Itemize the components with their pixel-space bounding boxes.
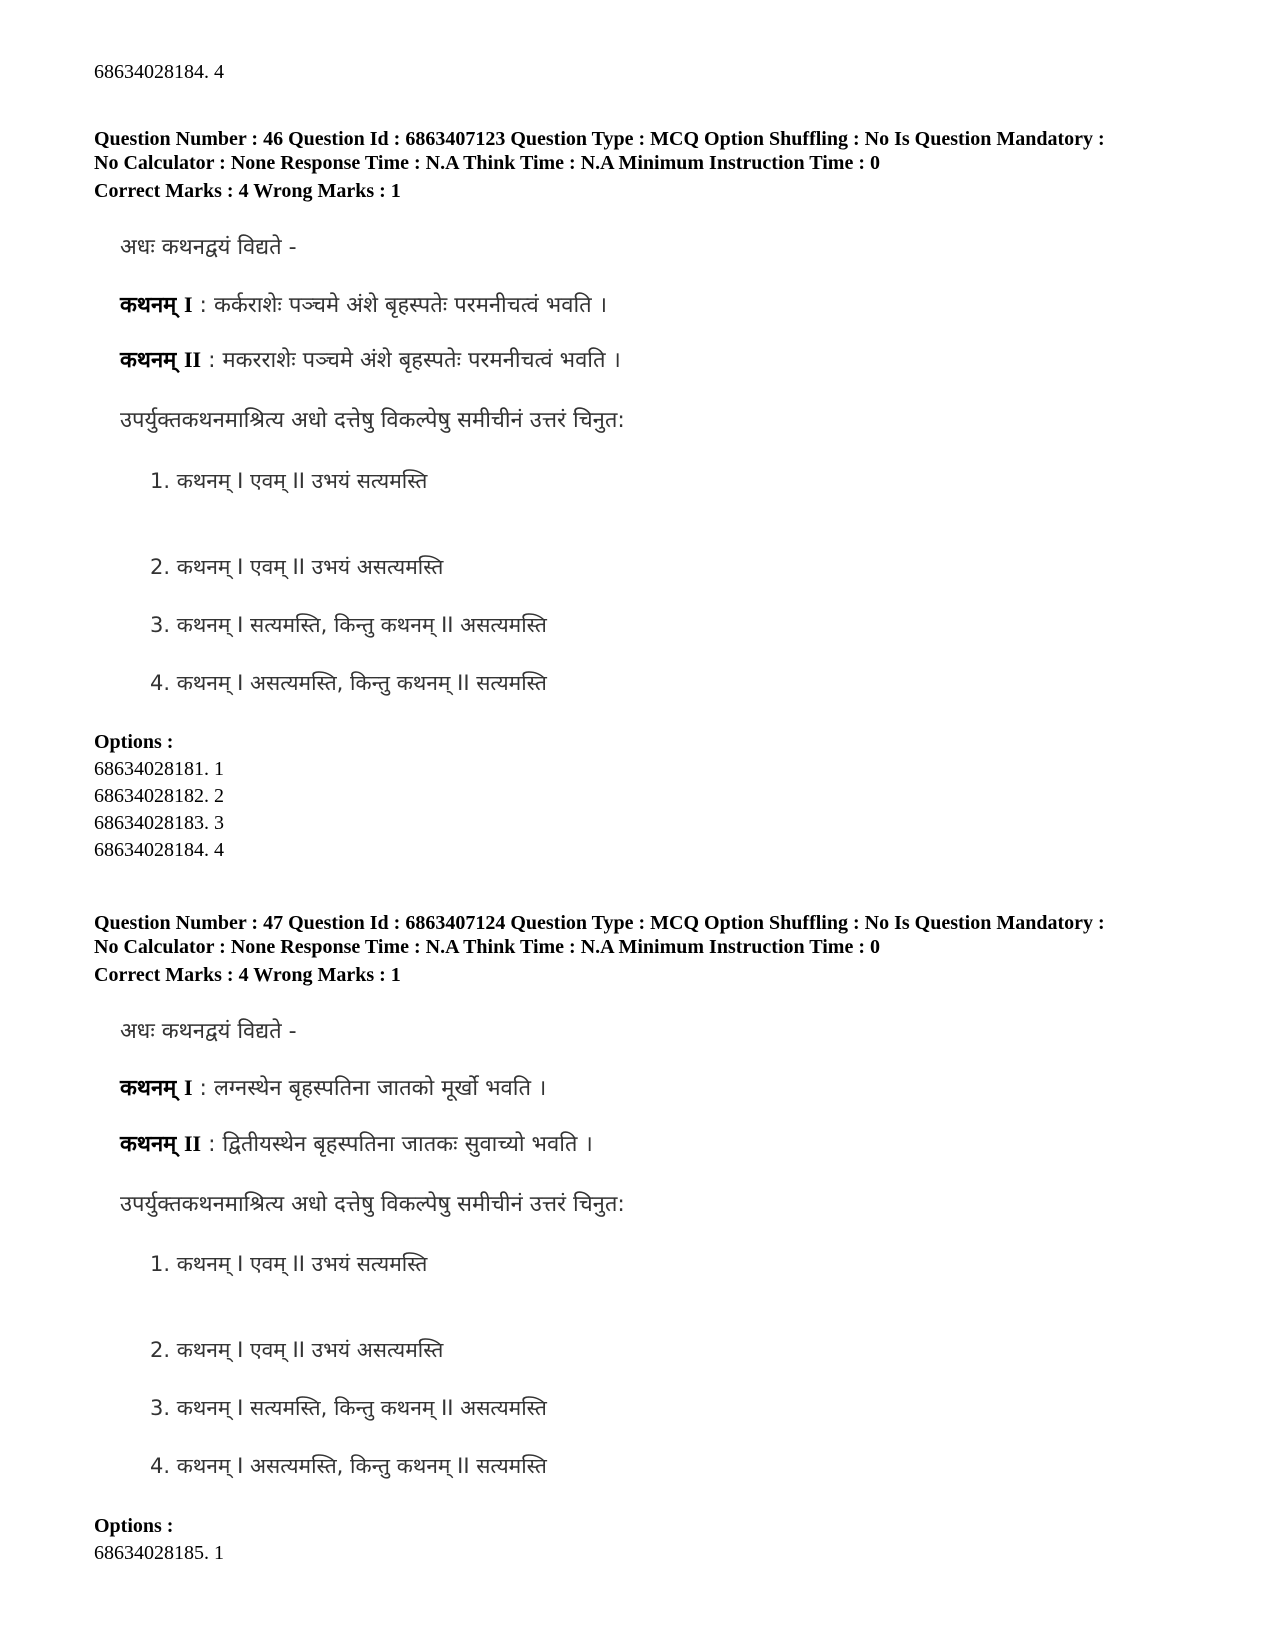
statement-2 (120, 1129, 593, 1160)
statement-label: कथनम् (120, 1076, 184, 1101)
statement-1 (120, 1073, 546, 1104)
question-intro: अधः कथनद्वयं विद्यते - (120, 1019, 297, 1044)
statement-roman: II (183, 347, 202, 372)
choice-4: 4. कथनम् I असत्यमस्ति, किन्तु कथनम् II सत्यमस्ति (150, 671, 547, 695)
statement-roman: II (183, 1131, 202, 1156)
question-marks: Correct Marks : 4 Wrong Marks : 1 (94, 180, 401, 202)
option-id-2: 68634028182. 2 (94, 785, 224, 807)
question-marks: Correct Marks : 4 Wrong Marks : 1 (94, 964, 401, 986)
statement-text: : लग्नस्थेन बृहस्पतिना जातको मूर्खो भवति । (192, 1076, 547, 1101)
option-id-3: 68634028183. 3 (94, 812, 224, 834)
choice-1: 1. कथनम् I एवम् II उभयं सत्यमस्ति (150, 469, 428, 493)
statement-label: कथनम् (120, 1132, 184, 1157)
options-label: Options : (94, 731, 174, 753)
statement-text: : मकरराशेः पञ्चमे अंशे बृहस्पतेः परमनीचत्वं भवति । (201, 348, 621, 373)
statement-text: : द्वितीयस्थेन बृहस्पतिना जातकः सुवाच्यो भवति । (201, 1132, 593, 1157)
choice-2: 2. कथनम् I एवम् II उभयं असत्यमस्ति (150, 1338, 444, 1362)
question-header-line1: Question Number : 47 Question Id : 6863407124 Question Type : MCQ Option Shuffling : No Is Question Mandatory : (94, 912, 1105, 934)
statement-1 (120, 290, 607, 321)
choice-3: 3. कथनम् I सत्यमस्ति, किन्तु कथनम् II असत्यमस्ति (150, 1396, 547, 1420)
question-instruction: उपर्युक्तकथनमाश्रित्य अधो दत्तेषु विकल्पेषु समीचीनं उत्तरं चिनुत: (120, 1192, 625, 1217)
choice-2: 2. कथनम् I एवम् II उभयं असत्यमस्ति (150, 555, 444, 579)
choice-4: 4. कथनम् I असत्यमस्ति, किन्तु कथनम् II सत्यमस्ति (150, 1454, 547, 1478)
question-header-line2: No Calculator : None Response Time : N.A Think Time : N.A Minimum Instruction Time : 0 (94, 152, 880, 174)
statement-2 (120, 345, 621, 376)
option-id-4: 68634028184. 4 (94, 839, 224, 861)
question-header-line2: No Calculator : None Response Time : N.A Think Time : N.A Minimum Instruction Time : 0 (94, 936, 880, 958)
statement-roman: I (183, 292, 193, 317)
choice-3: 3. कथनम् I सत्यमस्ति, किन्तु कथनम् II असत्यमस्ति (150, 613, 547, 637)
statement-label: कथनम् (120, 293, 184, 318)
prev-option-line: 68634028184. 4 (94, 61, 224, 83)
option-id-1: 68634028185. 1 (94, 1542, 224, 1564)
statement-roman: I (183, 1075, 193, 1100)
choice-1: 1. कथनम् I एवम् II उभयं सत्यमस्ति (150, 1252, 428, 1276)
statement-label: कथनम् (120, 348, 184, 373)
question-header-line1: Question Number : 46 Question Id : 6863407123 Question Type : MCQ Option Shuffling : No Is Question Mandatory : (94, 128, 1105, 150)
statement-text: : कर्कराशेः पञ्चमे अंशे बृहस्पतेः परमनीचत्वं भवति । (192, 293, 608, 318)
question-instruction: उपर्युक्तकथनमाश्रित्य अधो दत्तेषु विकल्पेषु समीचीनं उत्तरं चिनुत: (120, 408, 625, 433)
question-intro: अधः कथनद्वयं विद्यते - (120, 235, 297, 260)
options-label: Options : (94, 1515, 174, 1537)
option-id-1: 68634028181. 1 (94, 758, 224, 780)
